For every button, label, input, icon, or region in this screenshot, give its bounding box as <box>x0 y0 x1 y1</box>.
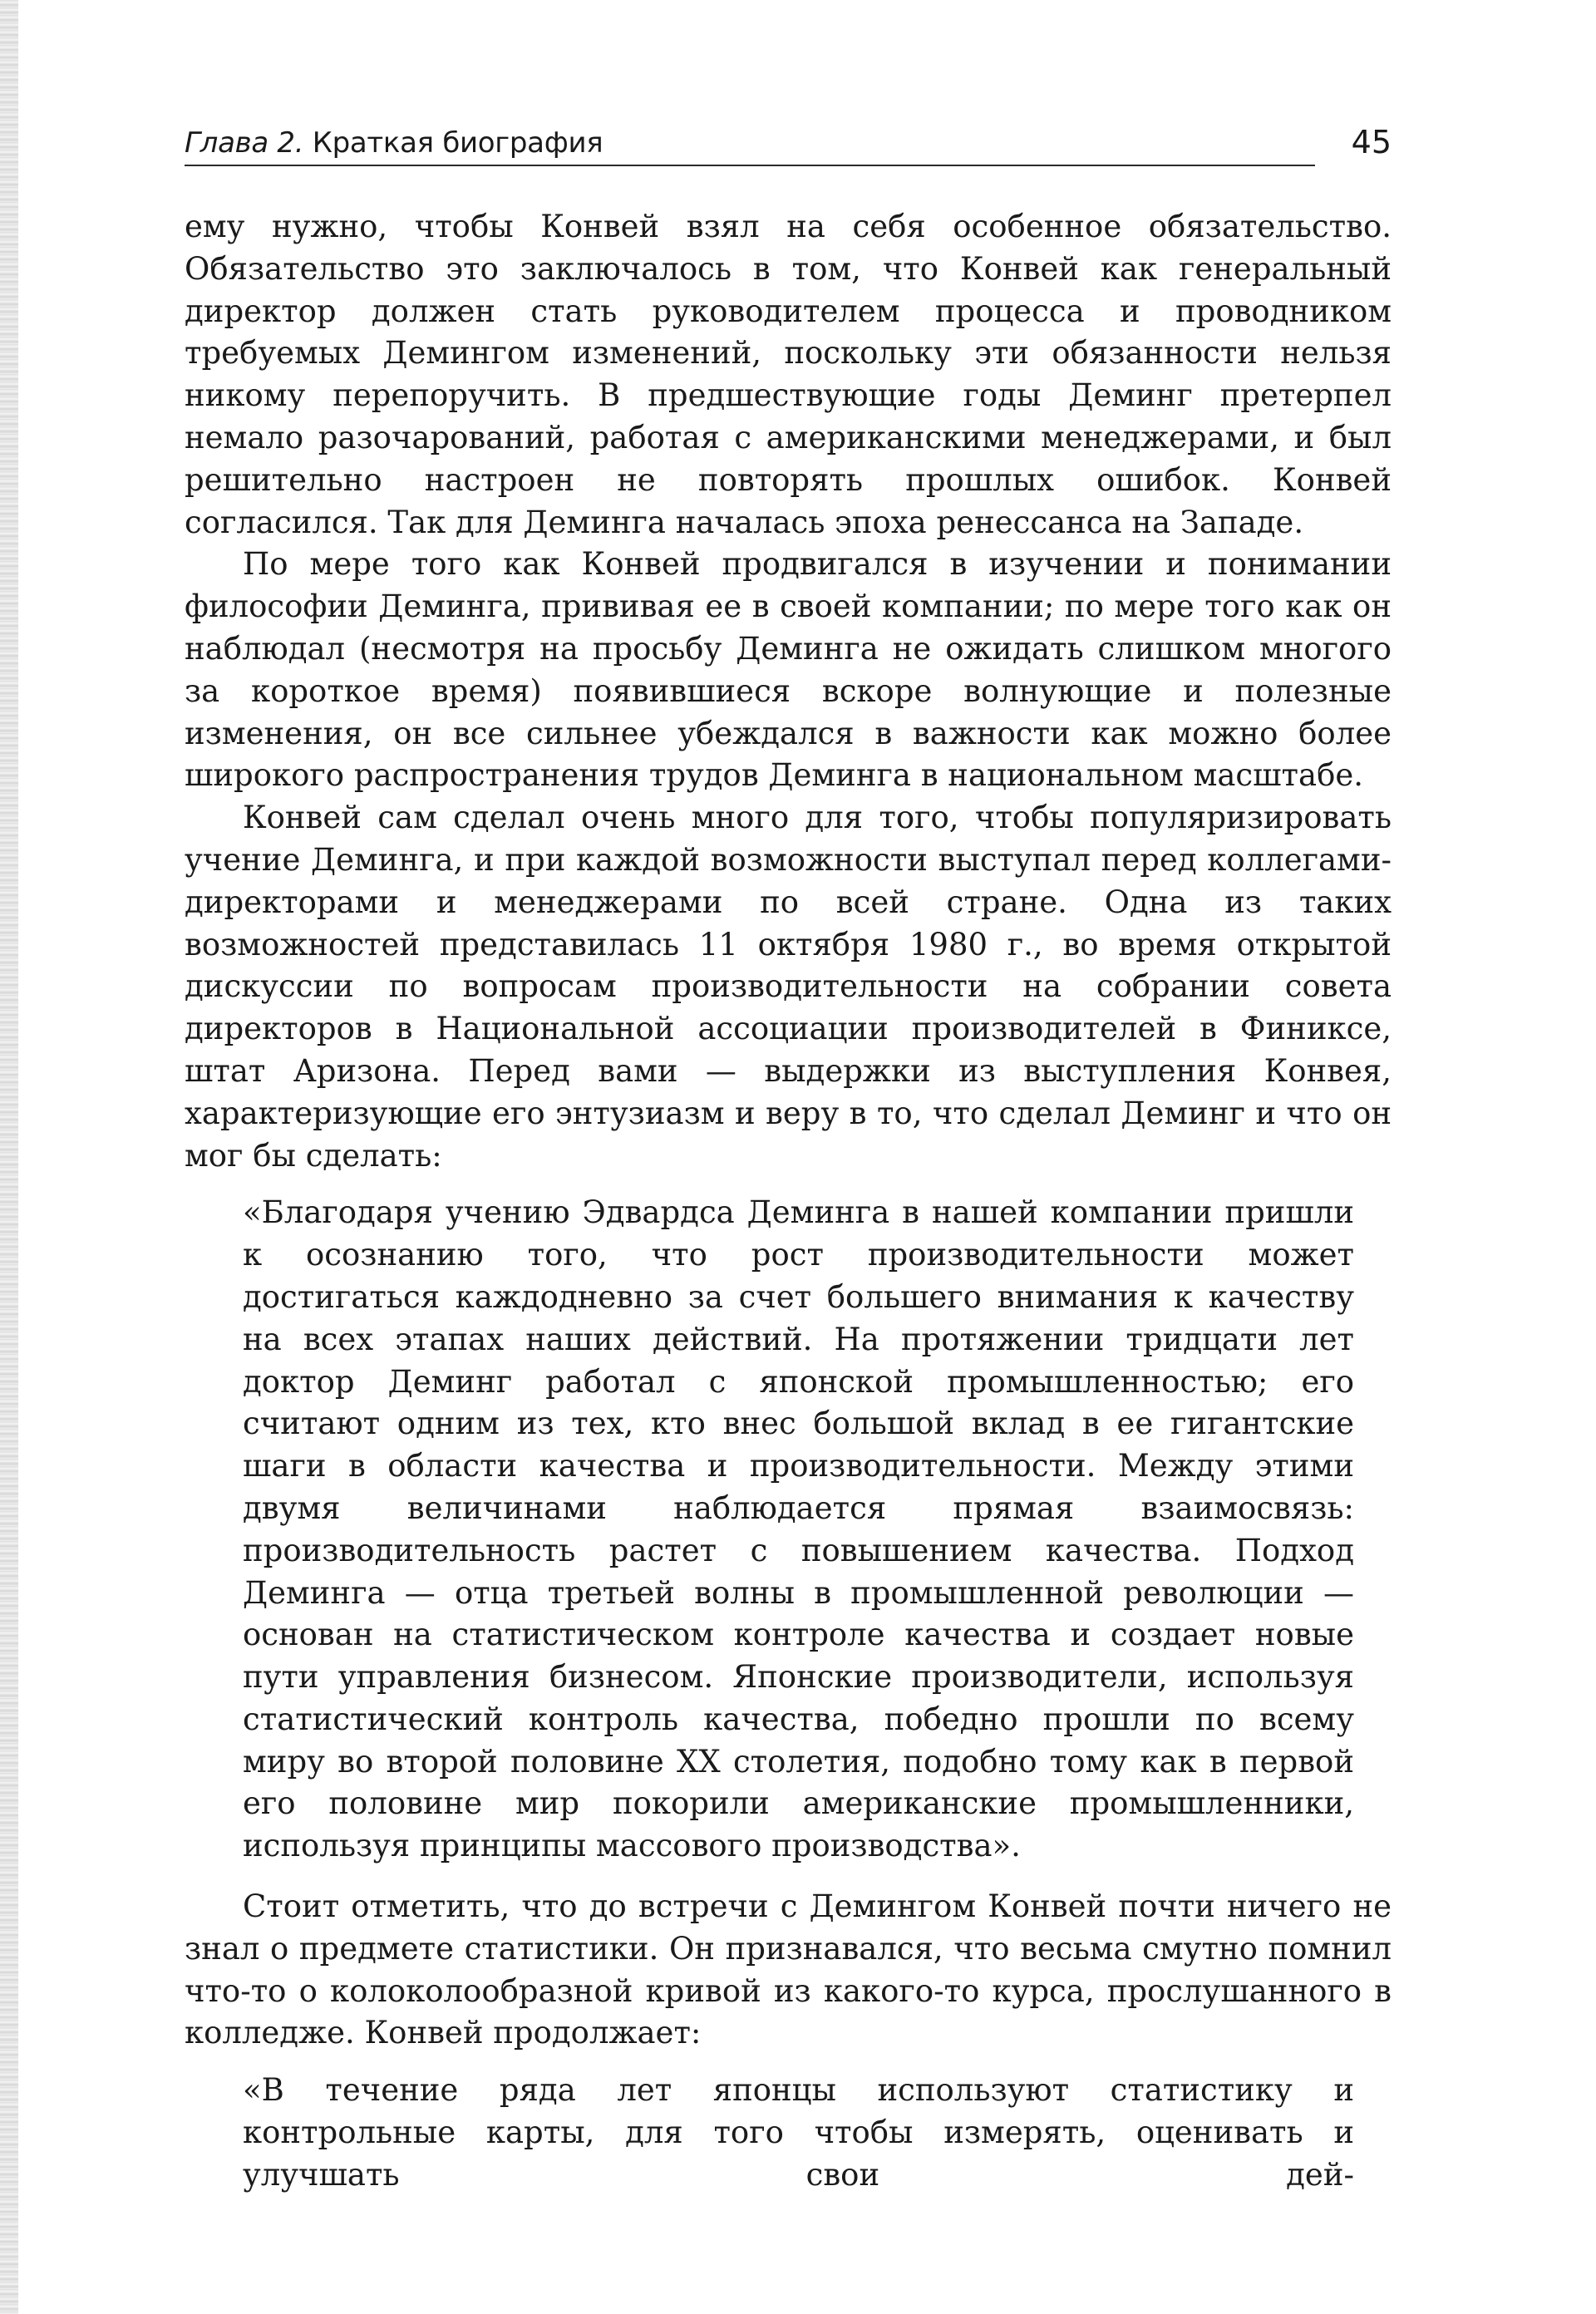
page-binding-edge <box>0 0 18 2314</box>
paragraph-2: По мере того как Конвей продвигался в изучении и понимании философии Деминга, прививая ее в своей компании; по мере того как он наблюдал (несмотря на просьбу Деминга не ожидать слишком многого за короткое время) появившиеся вскоре волнующие и полезные изменения, он все сильнее убеждался в важности как можно более широкого распространения трудов Деминга в национальном масштабе. <box>185 546 1392 794</box>
spacer <box>185 2055 1392 2070</box>
header-rule <box>185 165 1315 166</box>
chapter-title: Краткая биография <box>312 126 603 160</box>
paragraph-3: Конвей сам сделал очень много для того, чтобы популяризировать учение Деминга, и при каждой возможности выступал перед коллегами-директорами и менеджерами по всей стране. Одна из таких возможностей представилась 11 октября 1980 г., во время открытой дискуссии по вопросам производительности на собрании совета директоров в Национальной ассоциации производителей в Финиксе, штат Аризона. Перед вами — выдержки из выступления Конвея, характеризующие его энтузиазм и веру в то, что сделал Деминг и что он мог бы сделать: <box>185 800 1392 1174</box>
paragraph-1: ему нужно, чтобы Конвей взял на себя особенное обязательство. Обязательство это заключалось в том, что Конвей как генеральный директор должен стать руководителем процесса и проводником требуемых Демингом изменений, поскольку эти обязанности нельзя никому перепоручить. В предшествующие годы Деминг претерпел немало разочарований, работая с американскими менеджерами, и был решительно настроен не повторять прошлых ошибок. Конвей согласился. Так для Деминга началась эпоха ренессанса на Западе. <box>185 209 1392 540</box>
running-head <box>185 126 603 160</box>
quote-block-2: «В течение ряда лет японцы используют статистику и контрольные карты, для того чтобы измерять, оценивать и улучшать свои дей- <box>243 2072 1354 2193</box>
spacer <box>185 1177 1392 1192</box>
page-header <box>185 125 1392 165</box>
page-number: 45 <box>1351 124 1392 160</box>
spacer <box>185 1868 1392 1886</box>
page-body <box>185 206 1392 2197</box>
quote-block-1: «Благодаря учению Эдвардса Деминга в нашей компании пришли к осознанию того, что рост производительности может достигаться каждодневно за счет большего внимания к качеству на всех этапах наших действий. На протяжении тридцати лет доктор Деминг работал с японской промышленностью; его считают одним из тех, кто внес большой вклад в ее гигантские шаги в области качества и производительности. Между этими двумя величинами наблюдается прямая взаимосвязь: производительность растет с повышением качества. Подход Деминга — отца третьей волны в промышленной революции — основан на статистическом контроле качества и создает новые пути управления бизнесом. Японские производители, используя статистический контроль качества, победно прошли по всему миру во второй половине XX столетия, подобно тому как в первой его половине мир покорили американские промышленники, используя принципы массового производства». <box>243 1194 1354 1864</box>
chapter-label: Глава 2. <box>185 126 304 160</box>
paragraph-4: Стоит отметить, что до встречи с Демингом Конвей почти ничего не знал о предмете статистики. Он признавался, что весьма смутно помнил что-то о колоколообразной кривой из какого-то курса, прослушанного в колледже. Конвей продолжает: <box>185 1888 1392 2051</box>
